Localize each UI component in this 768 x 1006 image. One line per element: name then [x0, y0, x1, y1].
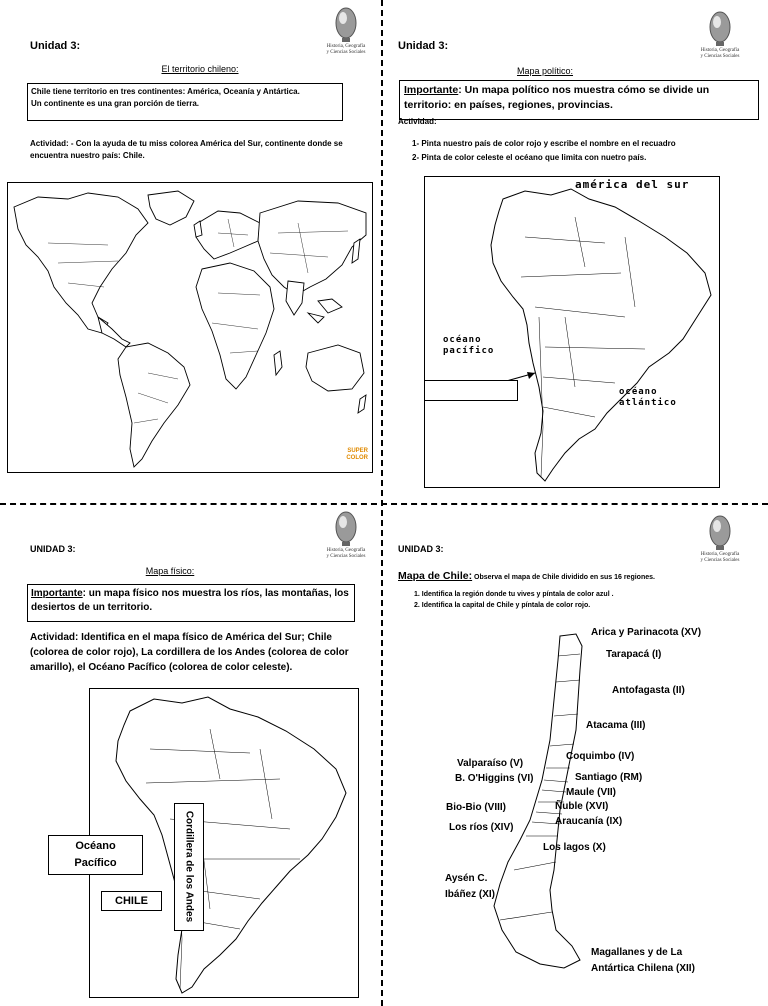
- q3-andes-label: Cordillera de los Andes: [183, 810, 195, 923]
- logo-text-line1: Historia, Geografía: [700, 48, 740, 53]
- q1-box-line1: Chile tiene territorio en tres continentes: América, Oceanía y Antártica.: [31, 87, 300, 96]
- region-label-maule: Maule (VII): [566, 787, 617, 798]
- south-america-drawing: [425, 177, 719, 487]
- q2-box-line2: territorio: en países, regiones, provincias.: [404, 99, 613, 111]
- q1-subtitle: El territorio chileno:: [161, 64, 239, 74]
- q2-box-line1: [404, 83, 754, 98]
- q2-important-label: Importante: [404, 84, 459, 96]
- logo-text-line2: y Ciencias Sociales: [326, 554, 366, 559]
- globe-logo-icon: [708, 10, 732, 48]
- q2-atlantic-1: océano: [619, 387, 658, 397]
- region-label-loslagos: Los lagos (X): [543, 842, 606, 853]
- q3-important-label: Importante: [31, 588, 83, 599]
- q3-box-line2: desiertos de un territorio.: [31, 602, 153, 613]
- q1-activity-line1: Actividad: - Con la ayuda de tu miss colorea América del Sur, continente donde se: [30, 139, 343, 148]
- q2-info-box: [399, 80, 759, 120]
- q3-ocean-2: Pacífico: [74, 857, 117, 869]
- q2-map-title: américa del sur: [575, 178, 690, 191]
- q1-unit-title: Unidad 3:: [30, 40, 81, 52]
- q4-unit-title: UNIDAD 3:: [398, 544, 444, 554]
- q1-box-line2: Un continente es una gran porción de tierra.: [31, 99, 200, 108]
- region-label-magallanes-line2: Antártica Chilena (XII): [591, 963, 695, 974]
- q4-title-rest: Observa el mapa de Chile dividido en sus 16 regiones.: [472, 574, 655, 581]
- world-map: [7, 182, 373, 473]
- q4-step1: 1. Identifica la región donde tu vives y píntala de color azul .: [414, 591, 614, 598]
- globe-logo-icon: [708, 514, 732, 552]
- region-label-magallanes-line1: Magallanes y de La: [591, 947, 683, 958]
- q1-activity-line2: encuentra nuestro país: Chile.: [30, 151, 145, 160]
- q3-activity-line2: (colorea de color rojo), La cordillera de los Andes (colorea de color: [30, 647, 349, 658]
- q4-school-logo: [690, 514, 750, 564]
- q3-info-box: [27, 584, 355, 622]
- watermark-line2: COLOR: [346, 455, 368, 461]
- horizontal-cut-line: [0, 503, 768, 505]
- q2-steps: [412, 138, 762, 164]
- q3-activity-line1: Actividad: Identifica en el mapa físico de América del Sur; Chile: [30, 632, 332, 643]
- logo-text-line2: y Ciencias Sociales: [700, 558, 740, 563]
- q2-step1: 1- Pinta nuestro país de color rojo y escribe el nombre en el recuadro: [412, 139, 676, 148]
- q1-watermark: [346, 448, 368, 462]
- q3-chile-label-box: [101, 891, 162, 911]
- globe-logo-icon: [334, 6, 358, 44]
- q2-box-line1-rest: : Un mapa político nos muestra cómo se divide un: [458, 84, 710, 96]
- region-label-tarapaca: Tarapacá (I): [606, 649, 662, 660]
- q4-step2: 2. Identifica la capital de Chile y píntala de color rojo.: [414, 602, 591, 609]
- q1-activity: [30, 138, 375, 162]
- q3-ocean-1: Océano: [75, 840, 116, 852]
- globe-logo-icon: [334, 510, 358, 548]
- region-label-losrios: Los ríos (XIV): [449, 822, 514, 833]
- q3-andes-label-box: [174, 803, 204, 931]
- region-label-aysen-line2: Ibáñez (XI): [445, 889, 496, 900]
- q4-title: [398, 566, 655, 584]
- q2-unit-title: Unidad 3:: [398, 40, 449, 52]
- region-label-biobio: Bio-Bio (VIII): [446, 802, 506, 813]
- region-label-araucania: Araucanía (IX): [555, 816, 623, 827]
- q2-pacific-2: pacífico: [443, 346, 495, 356]
- q4-steps: [414, 589, 614, 611]
- q2-subtitle: Mapa político:: [516, 66, 574, 76]
- south-america-political-map: [424, 176, 720, 488]
- q2-pacific-label: [443, 335, 494, 357]
- q3-subtitle: Mapa físico:: [145, 566, 195, 576]
- logo-text-line2: y Ciencias Sociales: [326, 50, 366, 55]
- q2-pacific-1: océano: [443, 335, 482, 345]
- region-label-aysen-line1: Aysén C.: [445, 873, 488, 884]
- world-map-drawing: [8, 183, 372, 472]
- q1-info-box: [27, 83, 343, 121]
- q3-activity: [30, 630, 380, 675]
- q2-atlantic-2: atlántico: [619, 398, 677, 408]
- q2-school-logo: [690, 10, 750, 60]
- region-label-coquimbo: Coquimbo (IV): [566, 751, 635, 762]
- region-label-antofagasta: Antofagasta (II): [612, 685, 685, 696]
- region-label-arica: Arica y Parinacota (XV): [591, 627, 702, 638]
- region-label-santiago: Santiago (RM): [575, 772, 643, 783]
- q2-country-answer-box[interactable]: [424, 380, 518, 401]
- q2-actividad: Actividad:: [398, 117, 437, 126]
- q2-atlantic-label: [619, 387, 677, 409]
- q4-title-main: Mapa de Chile:: [398, 570, 473, 582]
- logo-text-line1: Historia, Geografía: [700, 552, 740, 557]
- region-label-atacama: Atacama (III): [586, 720, 646, 731]
- watermark-line1: SUPER: [347, 448, 368, 454]
- q3-activity-line3: amarillo), el Océano Pacífico (colorea de color celeste).: [30, 662, 293, 673]
- q3-ocean-label-box: [48, 835, 143, 875]
- q3-unit-title: UNIDAD 3:: [30, 544, 76, 554]
- region-label-valparaiso: Valparaíso (V): [457, 758, 524, 769]
- region-label-nuble: Ñuble (XVI): [555, 801, 609, 812]
- q1-school-logo: [316, 6, 376, 56]
- q3-school-logo: [316, 510, 376, 560]
- logo-text-line2: y Ciencias Sociales: [700, 54, 740, 59]
- q2-step2: 2- Pinta de color celeste el océano que limita con nuetro país.: [412, 153, 647, 162]
- q3-box-line1: [31, 587, 351, 601]
- q3-chile-label: CHILE: [115, 895, 148, 907]
- region-label-ohiggins: B. O'Higgins (VI): [455, 773, 534, 784]
- q3-box-line1-rest: : un mapa físico nos muestra los ríos, las montañas, los: [82, 588, 349, 599]
- logo-text-line1: Historia, Geografía: [326, 44, 366, 49]
- logo-text-line1: Historia, Geografía: [326, 548, 366, 553]
